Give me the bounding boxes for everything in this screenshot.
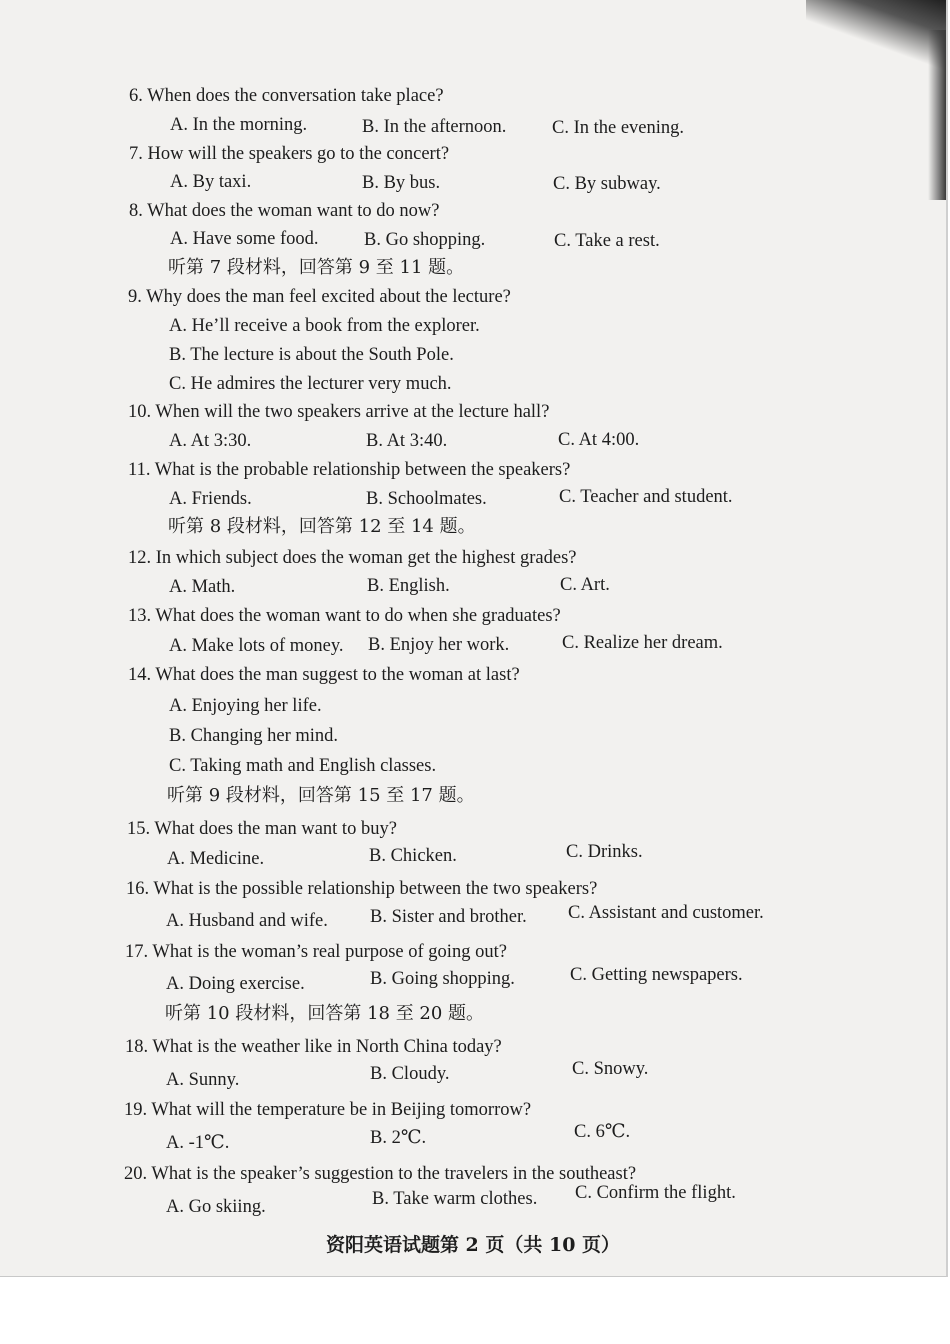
- page-edge-shadow: [928, 30, 946, 200]
- question-6: 6. When does the conversation take place?: [129, 86, 444, 106]
- question-16: 16. What is the possible relationship between the two speakers?: [126, 879, 598, 899]
- option-18b: B. Cloudy.: [370, 1064, 450, 1084]
- option-9c: C. He admires the lecturer very much.: [169, 374, 452, 394]
- page-footer: 资阳英语试题第 2 页（共 10 页）: [325, 1234, 621, 1256]
- option-6b: B. In the afternoon.: [362, 117, 507, 137]
- option-10a: A. At 3:30.: [169, 431, 252, 451]
- option-19b: B. 2℃.: [370, 1128, 427, 1148]
- option-12c: C. Art.: [560, 575, 610, 595]
- option-17a: A. Doing exercise.: [166, 974, 305, 994]
- option-12b: B. English.: [367, 576, 450, 596]
- option-8a: A. Have some food.: [170, 229, 319, 249]
- option-16a: A. Husband and wife.: [166, 911, 328, 931]
- option-17b: B. Going shopping.: [370, 969, 515, 989]
- option-10b: B. At 3:40.: [366, 431, 448, 451]
- option-13c: C. Realize her dream.: [562, 633, 723, 653]
- option-11a: A. Friends.: [169, 489, 252, 509]
- option-9b: B. The lecture is about the South Pole.: [169, 345, 454, 365]
- option-18a: A. Sunny.: [166, 1070, 240, 1090]
- question-19: 19. What will the temperature be in Beijing tomorrow?: [124, 1100, 532, 1120]
- question-13: 13. What does the woman want to do when she graduates?: [128, 606, 561, 626]
- option-14c: C. Taking math and English classes.: [169, 756, 437, 776]
- option-7b: B. By bus.: [362, 173, 441, 193]
- section-header-10: 听第 10 段材料，回答第 18 至 20 题。: [165, 1003, 485, 1024]
- question-17: 17. What is the woman’s real purpose of going out?: [125, 942, 507, 962]
- option-17c: C. Getting newspapers.: [570, 965, 743, 985]
- question-7: 7. How will the speakers go to the concert?: [129, 144, 450, 164]
- option-20b: B. Take warm clothes.: [372, 1189, 538, 1209]
- option-18c: C. Snowy.: [572, 1059, 649, 1079]
- option-6a: A. In the morning.: [170, 115, 308, 135]
- question-15: 15. What does the man want to buy?: [127, 819, 397, 839]
- option-8b: B. Go shopping.: [364, 230, 486, 250]
- option-11b: B. Schoolmates.: [366, 489, 487, 509]
- option-19c: C. 6℃.: [574, 1122, 631, 1142]
- option-7c: C. By subway.: [553, 174, 661, 194]
- option-15b: B. Chicken.: [369, 846, 457, 866]
- section-header-8: 听第 8 段材料，回答第 12 至 14 题。: [168, 516, 476, 537]
- option-16b: B. Sister and brother.: [370, 907, 527, 927]
- option-13a: A. Make lots of money.: [169, 636, 344, 656]
- option-19a: A. -1℃.: [166, 1133, 230, 1153]
- question-10: 10. When will the two speakers arrive at the lecture hall?: [128, 402, 550, 422]
- option-7a: A. By taxi.: [170, 172, 252, 192]
- option-8c: C. Take a rest.: [554, 231, 660, 251]
- question-12: 12. In which subject does the woman get the highest grades?: [128, 548, 577, 568]
- option-6c: C. In the evening.: [552, 118, 685, 138]
- question-20: 20. What is the speaker’s suggestion to the travelers in the southeast?: [124, 1164, 637, 1184]
- page-corner-shadow: [806, 0, 948, 70]
- option-16c: C. Assistant and customer.: [568, 903, 764, 923]
- option-11c: C. Teacher and student.: [559, 487, 733, 507]
- option-14b: B. Changing her mind.: [169, 726, 339, 746]
- option-15c: C. Drinks.: [566, 842, 643, 862]
- option-20a: A. Go skiing.: [166, 1197, 266, 1217]
- question-8: 8. What does the woman want to do now?: [129, 201, 440, 221]
- option-15a: A. Medicine.: [167, 849, 265, 869]
- option-12a: A. Math.: [169, 577, 236, 597]
- question-14: 14. What does the man suggest to the woman at last?: [128, 665, 520, 685]
- question-11: 11. What is the probable relationship between the speakers?: [128, 460, 571, 480]
- option-13b: B. Enjoy her work.: [368, 635, 510, 655]
- option-20c: C. Confirm the flight.: [575, 1183, 736, 1203]
- option-14a: A. Enjoying her life.: [169, 696, 322, 716]
- question-9: 9. Why does the man feel excited about the lecture?: [128, 287, 511, 307]
- option-10c: C. At 4:00.: [558, 430, 640, 450]
- question-18: 18. What is the weather like in North China today?: [125, 1037, 502, 1057]
- section-header-9: 听第 9 段材料，回答第 15 至 17 题。: [167, 785, 475, 806]
- section-header-7: 听第 7 段材料，回答第 9 至 11 题。: [168, 257, 465, 278]
- option-9a: A. He’ll receive a book from the explorer.: [169, 316, 480, 336]
